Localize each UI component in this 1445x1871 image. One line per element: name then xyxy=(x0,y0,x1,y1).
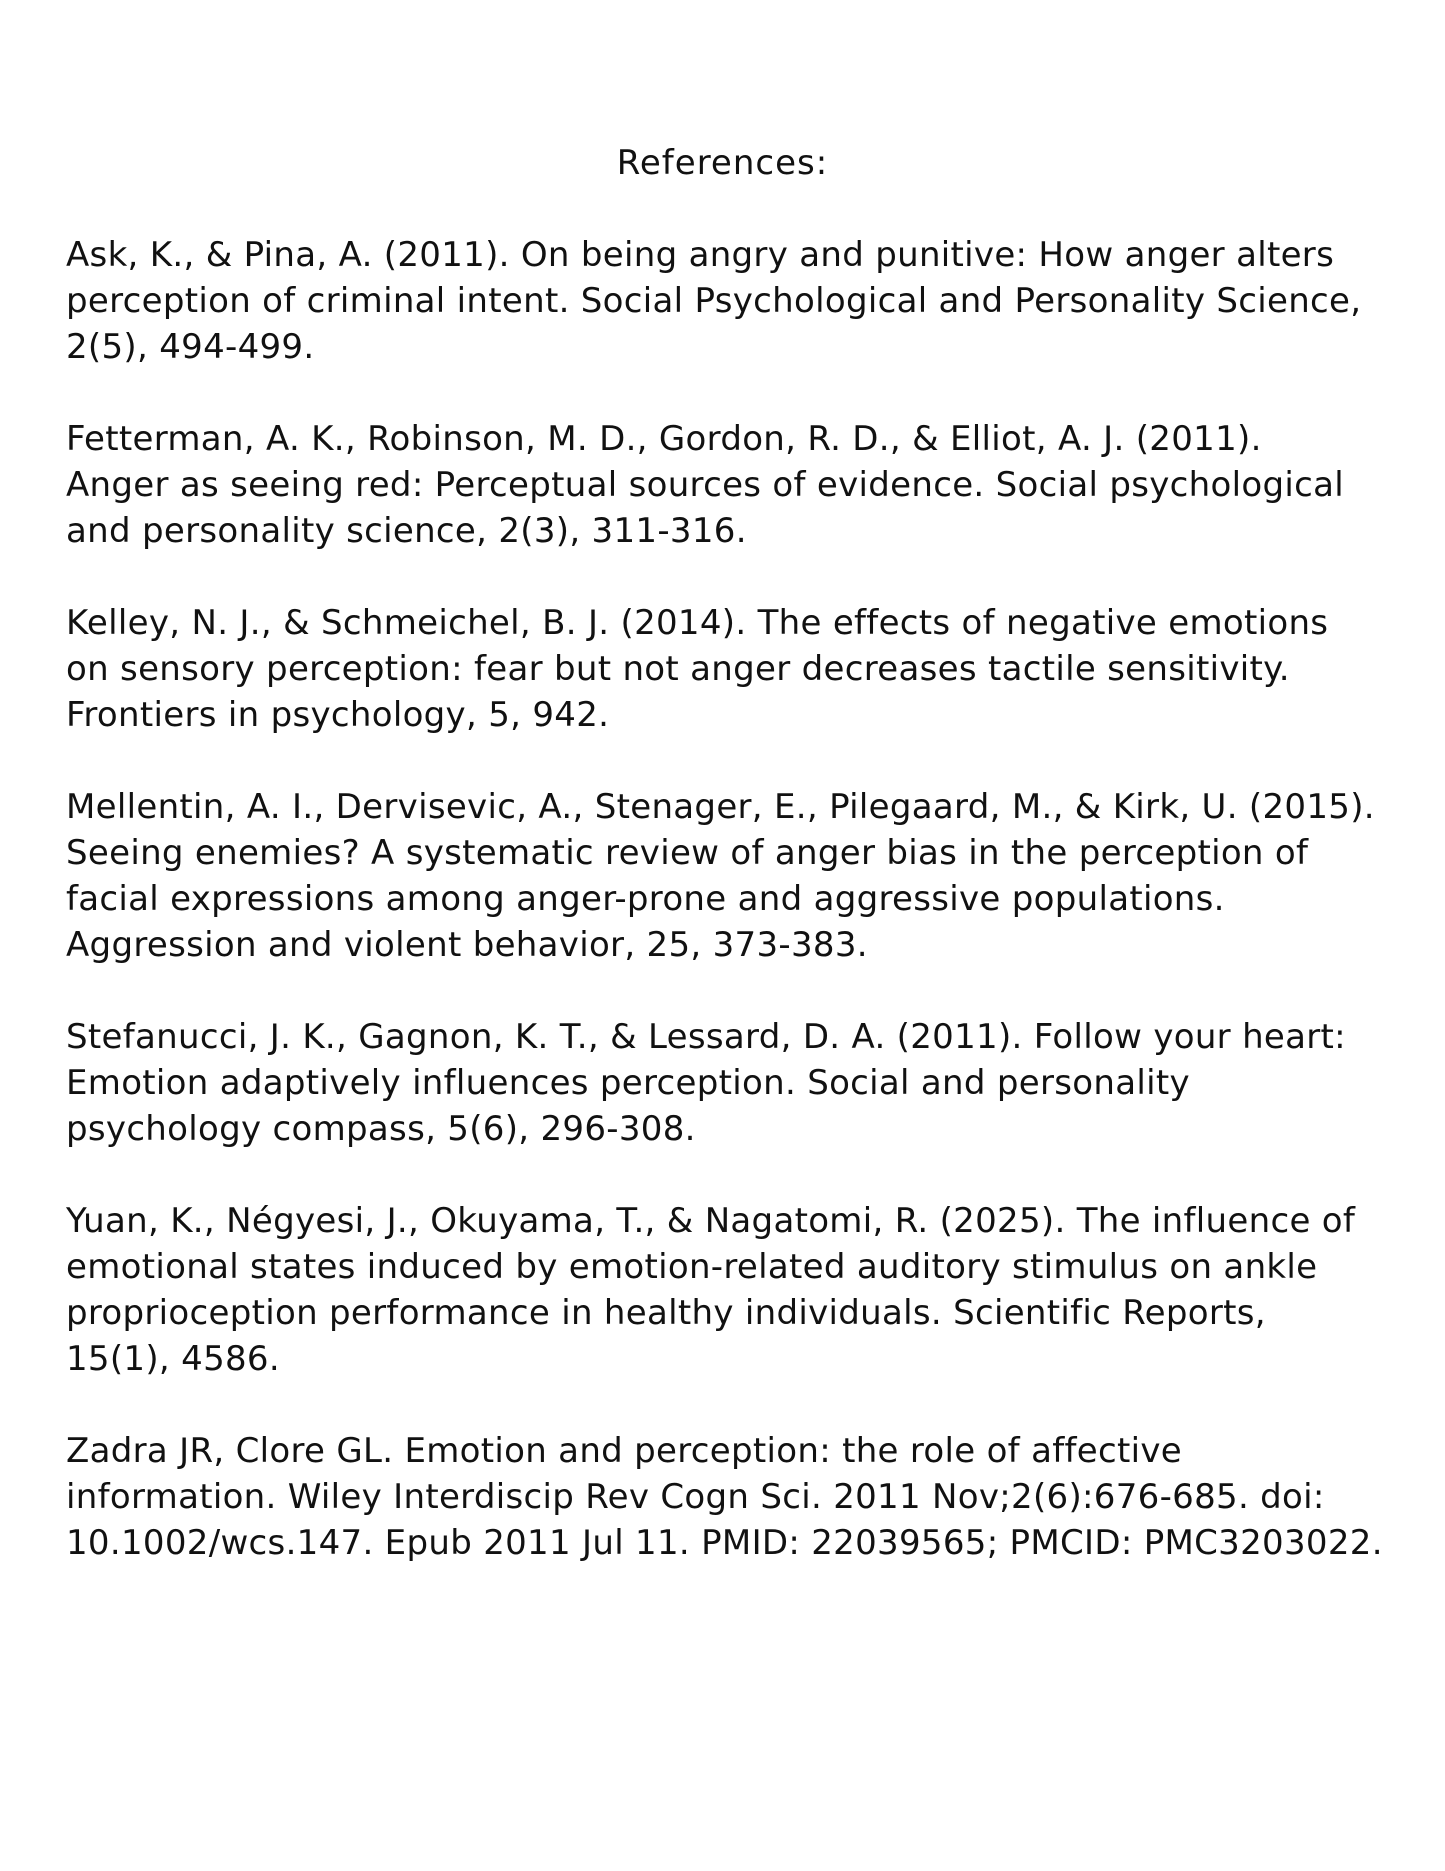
reference-line: Stefanucci, J. K., Gagnon, K. T., & Lessard, D. A. (2011). Follow your heart: xyxy=(66,1017,1346,1057)
reference-line: perception of criminal intent. Social Psychological and Personality Science, xyxy=(66,281,1362,321)
reference-entry xyxy=(66,1014,1396,1152)
reference-line: Kelley, N. J., & Schmeichel, B. J. (2014). The effects of negative emotions xyxy=(66,603,1329,643)
reference-line: on sensory perception: fear but not anger decreases tactile sensitivity. xyxy=(66,649,1290,689)
reference-entry xyxy=(66,416,1396,554)
reference-line: Frontiers in psychology, 5, 942. xyxy=(66,695,610,735)
reference-entry xyxy=(66,232,1396,370)
reference-line: psychology compass, 5(6), 296-308. xyxy=(66,1109,696,1149)
reference-line: Aggression and violent behavior, 25, 373-383. xyxy=(66,925,868,965)
reference-line: 10.1002/wcs.147. Epub 2011 Jul 11. PMID: 22039565; PMCID: PMC3203022. xyxy=(66,1523,1383,1563)
reference-line: Seeing enemies? A systematic review of anger bias in the perception of xyxy=(66,833,1309,873)
reference-list xyxy=(66,232,1396,1612)
reference-line: Anger as seeing red: Perceptual sources of evidence. Social psychological xyxy=(66,465,1344,505)
references-heading: References: xyxy=(616,143,829,183)
reference-entry xyxy=(66,784,1396,968)
reference-line: proprioception performance in healthy individuals. Scientific Reports, xyxy=(66,1293,1266,1333)
reference-line: Fetterman, A. K., Robinson, M. D., Gordon, R. D., & Elliot, A. J. (2011). xyxy=(66,419,1262,459)
reference-line: 15(1), 4586. xyxy=(66,1339,280,1379)
reference-line: Yuan, K., Négyesi, J., Okuyama, T., & Nagatomi, R. (2025). The influence of xyxy=(66,1201,1356,1241)
reference-line: and personality science, 2(3), 311-316. xyxy=(66,511,747,551)
reference-line: Zadra JR, Clore GL. Emotion and perception: the role of affective xyxy=(66,1431,1182,1471)
reference-line: emotional states induced by emotion-related auditory stimulus on ankle xyxy=(66,1247,1318,1287)
reference-line: facial expressions among anger-prone and aggressive populations. xyxy=(66,879,1225,919)
reference-entry xyxy=(66,1198,1396,1382)
reference-line: 2(5), 494-499. xyxy=(66,327,315,367)
reference-line: information. Wiley Interdiscip Rev Cogn Sci. 2011 Nov;2(6):676-685. doi: xyxy=(66,1477,1325,1517)
reference-entry xyxy=(66,1428,1396,1566)
reference-line: Emotion adaptively influences perception. Social and personality xyxy=(66,1063,1190,1103)
reference-entry xyxy=(66,600,1396,738)
reference-line: Ask, K., & Pina, A. (2011). On being angry and punitive: How anger alters xyxy=(66,235,1335,275)
reference-line: Mellentin, A. I., Dervisevic, A., Stenager, E., Pilegaard, M., & Kirk, U. (2015). xyxy=(66,787,1375,827)
